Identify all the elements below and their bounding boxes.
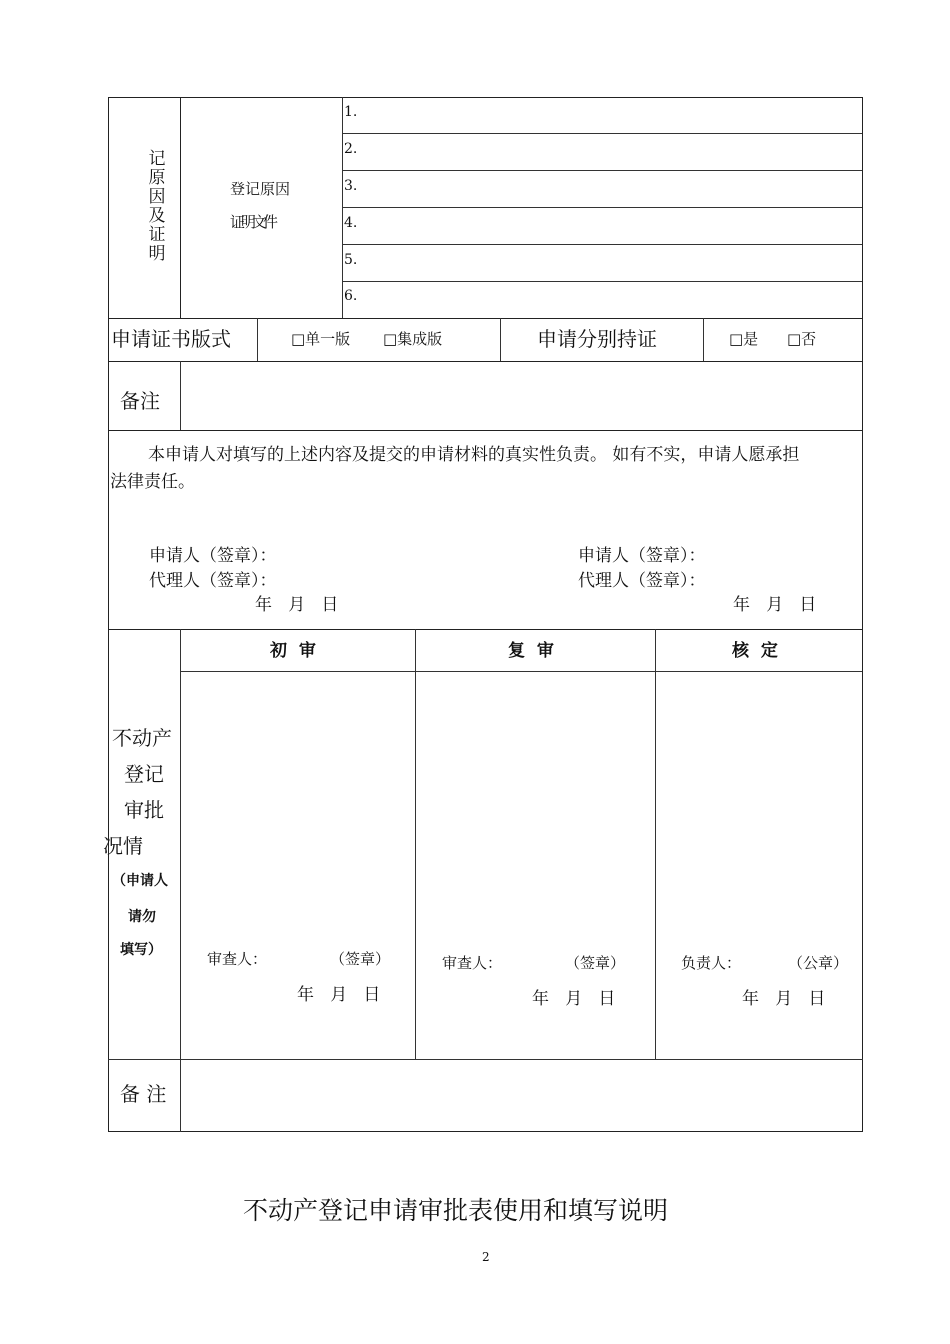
reason-side-label: 记原因及证明 [148, 149, 166, 264]
divider [415, 629, 416, 1060]
reason-item-5[interactable]: 5. [344, 252, 358, 268]
second-review-seal[interactable]: （签章） [565, 954, 626, 972]
first-review-header: 初 审 [270, 641, 316, 661]
first-review-date[interactable]: 年 月 日 [297, 985, 381, 1005]
final-approval-header: 核 定 [732, 641, 778, 661]
separate-cert-label: 申请分别持证 [537, 327, 657, 351]
final-approval-seal[interactable]: （公章） [788, 954, 849, 972]
page-number: 2 [482, 1250, 490, 1264]
reason-sub-label: 登记原因 [230, 180, 291, 198]
instructions-heading: 不动产登记申请审批表使用和填写说明 [243, 1196, 669, 1225]
reason-sub-label-2: 证明文件 [230, 213, 275, 231]
left-date[interactable]: 年 月 日 [255, 595, 339, 615]
table-border-right [862, 97, 863, 1132]
divider [342, 207, 862, 208]
divider [180, 361, 181, 431]
right-agent-signature[interactable]: 代理人（签章）： [578, 571, 706, 591]
no-checkbox[interactable]: □否 [787, 330, 817, 348]
divider [342, 281, 862, 282]
left-applicant-signature[interactable]: 申请人（签章）： [149, 546, 277, 566]
declaration-text-line2: 法律责任。 [110, 472, 195, 492]
divider [655, 629, 656, 1060]
divider [500, 318, 501, 362]
table-border-top [108, 97, 863, 98]
yes-checkbox[interactable]: □是 [729, 330, 759, 348]
divider [342, 170, 862, 171]
first-review-signer[interactable]: 审查人： [207, 950, 268, 968]
reason-item-6[interactable]: 6. [344, 288, 358, 304]
table-border-left [108, 97, 109, 1132]
divider [342, 244, 862, 245]
divider [180, 629, 181, 1132]
cert-format-label: 申请证书版式 [111, 327, 231, 351]
remark-label-2: 备 注 [120, 1082, 167, 1106]
approval-side-label-1: 不动产 [112, 726, 172, 750]
divider [180, 671, 862, 672]
approval-side-label-4: 况情 [103, 834, 143, 858]
remark-label: 备注 [120, 389, 160, 413]
left-agent-signature[interactable]: 代理人（签章）： [149, 571, 277, 591]
single-version-checkbox[interactable]: □单一版 [291, 330, 351, 348]
reason-item-4[interactable]: 4. [344, 215, 358, 231]
table-border-bottom [108, 1131, 863, 1132]
divider [108, 1059, 863, 1060]
right-applicant-signature[interactable]: 申请人（签章）： [578, 546, 706, 566]
second-review-signer[interactable]: 审查人： [442, 954, 503, 972]
first-review-seal[interactable]: （签章） [330, 950, 391, 968]
reason-item-1[interactable]: 1. [344, 104, 358, 120]
approval-note-2: 请勿 [128, 909, 156, 925]
right-date[interactable]: 年 月 日 [733, 595, 817, 615]
divider [108, 430, 863, 431]
reason-item-2[interactable]: 2. [344, 141, 358, 157]
remark-field-2[interactable] [182, 1061, 860, 1129]
divider [342, 133, 862, 134]
integrated-version-checkbox[interactable]: □集成版 [383, 330, 443, 348]
declaration-text-line1: 本申请人对填写的上述内容及提交的申请材料的真实性负责。 如有不实，申请人愿承担 [148, 445, 800, 465]
divider [703, 318, 704, 362]
remark-field[interactable] [182, 363, 860, 429]
approval-side-label-2: 登记 [124, 762, 164, 786]
second-review-date[interactable]: 年 月 日 [532, 989, 616, 1009]
final-approval-signer[interactable]: 负责人： [681, 954, 742, 972]
second-review-header: 复 审 [508, 641, 554, 661]
approval-note-1: （申请人 [112, 873, 168, 889]
approval-side-label-3: 审批 [124, 798, 164, 822]
divider [108, 361, 863, 362]
divider [108, 318, 863, 319]
reason-item-3[interactable]: 3. [344, 178, 358, 194]
approval-note-3: 填写） [120, 942, 162, 958]
divider [257, 318, 258, 362]
final-approval-date[interactable]: 年 月 日 [742, 989, 826, 1009]
divider [180, 97, 181, 319]
divider [108, 629, 863, 630]
divider [342, 97, 343, 319]
